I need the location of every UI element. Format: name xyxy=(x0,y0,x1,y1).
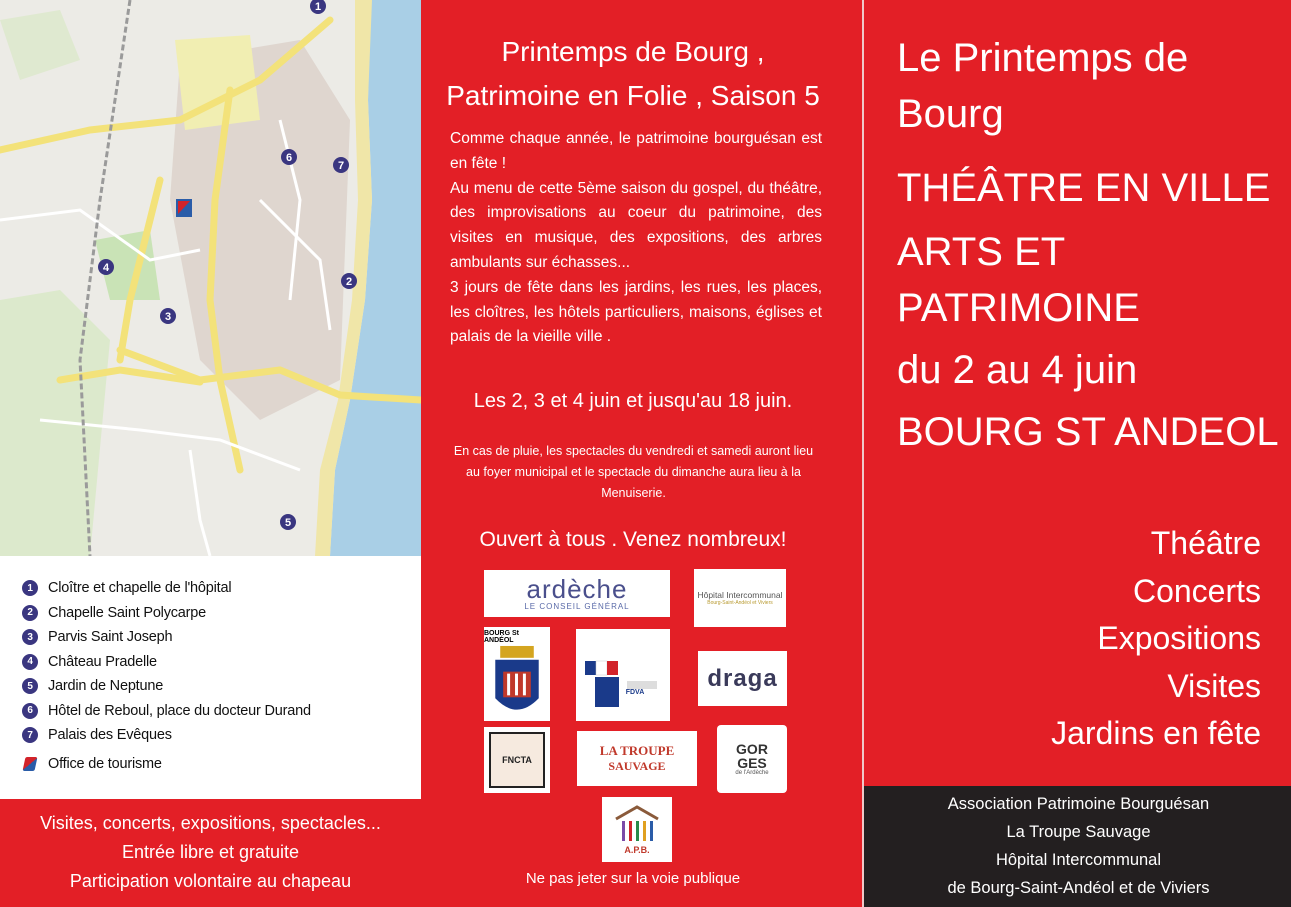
map-graphic xyxy=(0,0,421,556)
cover-date: du 2 au 4 juin xyxy=(897,348,1138,392)
logo-ardeche: ardèche LE CONSEIL GÉNÉRAL xyxy=(484,570,670,617)
event-description: Comme chaque année, le patrimoine bourguésan est en fête ! Au menu de cette 5ème saison du gospel, du théâtre, des improvisations au coeur du patrimoine, des visites en musique, des expositions, des arbres ambulants sur échasses... 3 jours de fête dans les jardins, les rues, les places, les cloîtres, les hôtels particuliers, maisons, églises et palais de la vieille ville . xyxy=(450,130,822,346)
event-title: Printemps de Bourg , Patrimoine en Folie , Saison 5 xyxy=(446,36,820,111)
map-marker-7: 7 xyxy=(337,160,345,172)
left-footer: Visites, concerts, expositions, spectacles... Entrée libre et gratuite Participation volontaire au chapeau xyxy=(0,799,421,907)
bourg-coat-of-arms-icon xyxy=(490,644,544,721)
open-to-all: Ouvert à tous . Venez nombreux! xyxy=(479,528,787,551)
event-dates: Les 2, 3 et 4 juin et jusqu'au 18 juin. xyxy=(473,390,793,412)
legend-item: 5 Jardin de Neptune xyxy=(22,674,421,699)
map-legend xyxy=(0,556,421,799)
legend-item: 7 Palais des Evêques xyxy=(22,723,421,748)
map-marker-5: 5 xyxy=(284,517,292,529)
organizers-footer: Association Patrimoine Bourguésan La Troupe Sauvage Hôpital Intercommunal de Bourg-Saint-Andéol et de Viviers xyxy=(864,786,1291,907)
legend-item: 4 Château Pradelle xyxy=(22,650,421,675)
legend-item: 3 Parvis Saint Joseph xyxy=(22,625,421,650)
map-marker-4: 4 xyxy=(102,262,110,274)
map-marker-3: 3 xyxy=(164,311,172,323)
french-republic-icon xyxy=(583,655,663,715)
cover-theme-2: ARTS ET PATRIMOINE xyxy=(897,230,1140,330)
cover-title: Le Printemps de Bourg xyxy=(897,36,1189,136)
town-map xyxy=(0,0,421,556)
map-marker-1: 1 xyxy=(314,1,322,13)
cover-city: BOURG ST ANDEOL xyxy=(897,410,1279,454)
middle-panel xyxy=(421,0,862,907)
logo-apb: A.P.B. xyxy=(602,797,672,862)
logo-hopital: Hôpital Intercommunal Bourg-Saint-Andéol et Viviers xyxy=(694,569,786,627)
left-panel xyxy=(0,0,421,907)
logo-draga: draga xyxy=(698,651,787,706)
map-marker-6: 6 xyxy=(285,152,293,164)
map-marker-2: 2 xyxy=(345,276,353,288)
legend-item-tourism: Office de tourisme xyxy=(22,752,421,777)
legend-item: 6 Hôtel de Reboul, place du docteur Durand xyxy=(22,699,421,724)
logo-fdva: FDVA xyxy=(576,629,670,721)
map-tourism-icon xyxy=(176,199,192,217)
cover-theme-1: THÉÂTRE EN VILLE xyxy=(897,166,1271,210)
logo-gorges-ardeche: GOR GES de l'Ardèche xyxy=(717,725,787,793)
legend-item: 1 Cloître et chapelle de l'hôpital xyxy=(22,576,421,601)
activities-list: Théâtre Concerts Expositions Visites Jardins en fête xyxy=(1051,525,1261,751)
tourism-office-icon xyxy=(22,756,38,772)
dont-litter-notice: Ne pas jeter sur la voie publique xyxy=(525,870,741,887)
legend-item: 2 Chapelle Saint Polycarpe xyxy=(22,601,421,626)
rain-notice: En cas de pluie, les spectacles du vendredi et samedi auront lieu au foyer municipal et le spectacle du dimanche aura lieu à la Menuiserie. xyxy=(453,444,814,500)
logo-bourg-st-andeol: BOURG St ANDÉOL xyxy=(484,627,550,721)
apb-building-icon xyxy=(612,805,662,845)
logo-troupe-sauvage: LA TROUPE SAUVAGE xyxy=(577,731,697,786)
right-panel xyxy=(862,0,1291,907)
logo-fncta: FNCTA xyxy=(484,727,550,793)
